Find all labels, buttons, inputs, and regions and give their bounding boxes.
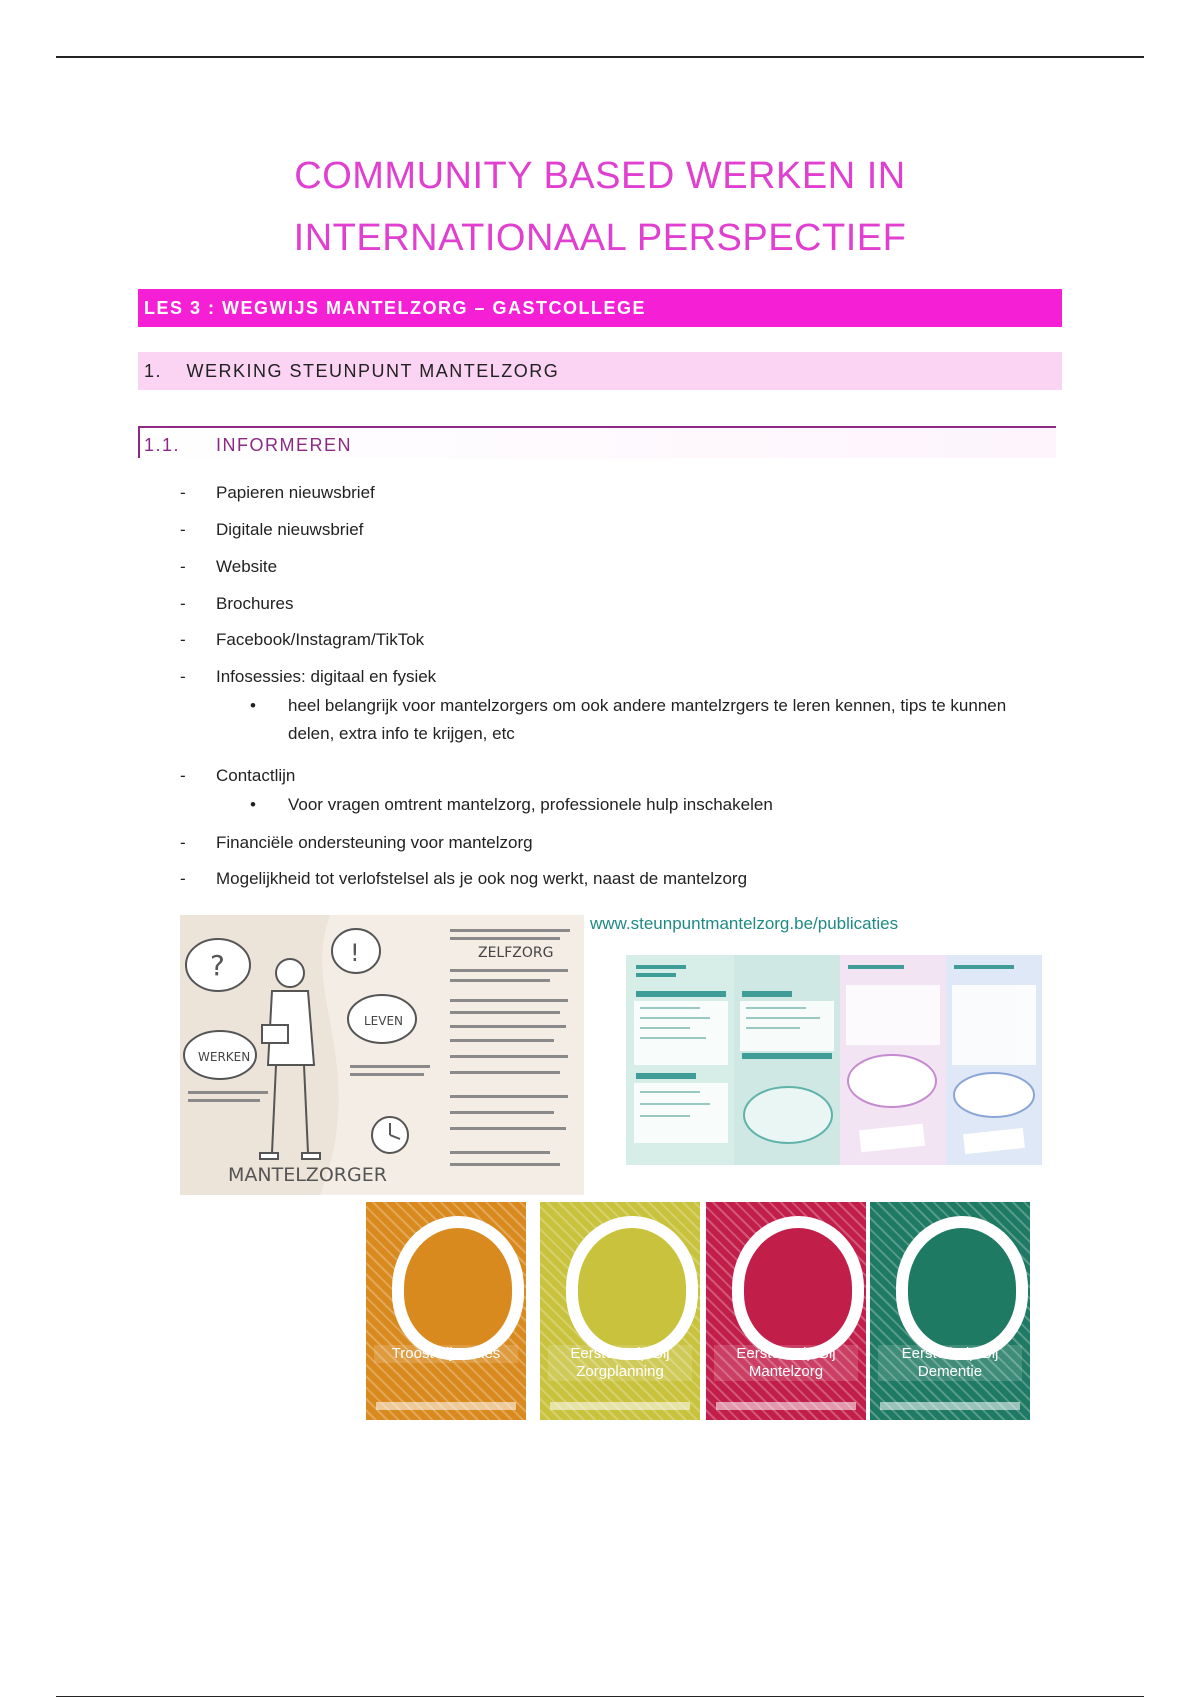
sub-item-label: heel belangrijk voor mantelzorgers om ook andere mantelzrgers te leren kennen, tips te kunnen delen, extra info te krijgen, etc <box>288 696 1007 743</box>
cover-emblem <box>732 1216 864 1360</box>
list-item-label: Brochures <box>216 594 294 613</box>
brochure-illustration <box>626 955 1042 1165</box>
dash-marker: - <box>180 483 186 502</box>
lesson-heading: LES 3 : WEGWIJS MANTELZORG – GASTCOLLEGE <box>138 289 1062 327</box>
sub-item-label: Voor vragen omtrent mantelzorg, professionele hulp inschakelen <box>288 795 773 814</box>
dash-marker: - <box>180 557 186 576</box>
svg-text:?: ? <box>210 949 225 982</box>
publications-link[interactable]: www.steunpuntmantelzorg.be/publicaties <box>590 914 899 933</box>
section-title: WERKING STEUNPUNT MANTELZORG <box>186 361 560 381</box>
title-line-2: INTERNATIONAAL PERSPECTIEF <box>293 217 907 259</box>
cover-subtitle-bar <box>376 1402 516 1410</box>
list-item-label: Mogelijkheid tot verlofstelsel als je ook nog werkt, naast de mantelzorg <box>216 869 748 888</box>
sub-list-item <box>250 791 1030 819</box>
brochure-cover-mantelzorg[interactable] <box>706 1202 866 1420</box>
top-rule <box>56 56 1144 58</box>
list-item-label: Facebook/Instagram/TikTok <box>216 630 425 649</box>
document-title <box>0 145 1200 269</box>
dash-marker: - <box>180 833 186 852</box>
title-line-1: COMMUNITY BASED WERKEN IN <box>294 155 906 197</box>
mantelzorger-label: MANTELZORGER <box>228 1164 387 1186</box>
list-item-label: Papieren nieuwsbrief <box>216 483 375 502</box>
leven-label: LEVEN <box>364 1014 404 1028</box>
list-item-label: Contactlijn <box>216 766 296 785</box>
section-heading <box>138 352 1062 390</box>
bullet-marker: • <box>250 795 256 814</box>
werken-label: WERKEN <box>198 1050 251 1064</box>
subsection-heading <box>138 426 1056 458</box>
cover-subtitle-bar <box>550 1402 690 1410</box>
list-item-label: Digitale nieuwsbrief <box>216 520 364 539</box>
dash-marker: - <box>180 594 186 613</box>
bottom-rule <box>56 1696 1144 1697</box>
dash-marker: - <box>180 520 186 539</box>
brochure-cover-troost[interactable] <box>366 1202 526 1420</box>
sub-list-item <box>250 692 1030 748</box>
cover-emblem <box>392 1216 524 1360</box>
bullet-marker: • <box>250 696 256 715</box>
cover-title: Troost bij verlies <box>374 1345 518 1363</box>
subsection-number: 1.1. <box>144 435 181 455</box>
zelfzorg-label: ZELFZORG <box>478 945 554 961</box>
cover-subtitle-bar <box>880 1402 1020 1410</box>
cover-title: Eerste hulp Bij Dementie <box>878 1345 1022 1381</box>
cover-subtitle-bar <box>716 1402 856 1410</box>
cover-emblem <box>566 1216 698 1360</box>
cover-emblem <box>896 1216 1028 1360</box>
cover-title: Eerste Hulp Bij Zorgplanning <box>548 1345 692 1381</box>
list-item-label: Financiële ondersteuning voor mantelzorg <box>216 833 533 852</box>
section-number: 1. <box>144 361 163 381</box>
dash-marker: - <box>180 766 186 785</box>
poster-illustration <box>180 915 584 1195</box>
mantelzorger-poster-image <box>180 915 584 1195</box>
list-item-label: Website <box>216 557 278 576</box>
dash-marker: - <box>180 630 186 649</box>
subsection-title: INFORMEREN <box>216 435 352 455</box>
dash-marker: - <box>180 667 186 686</box>
brochure-cover-zorgplanning[interactable] <box>540 1202 700 1420</box>
dash-marker: - <box>180 869 186 888</box>
brochure-cover-dementie[interactable] <box>870 1202 1030 1420</box>
svg-text:!: ! <box>350 939 360 967</box>
cover-title: Eerste Hulp Bij Mantelzorg <box>714 1345 858 1381</box>
brochure-overview-image <box>626 955 1042 1165</box>
list-item-label: Infosessies: digitaal en fysiek <box>216 667 437 686</box>
